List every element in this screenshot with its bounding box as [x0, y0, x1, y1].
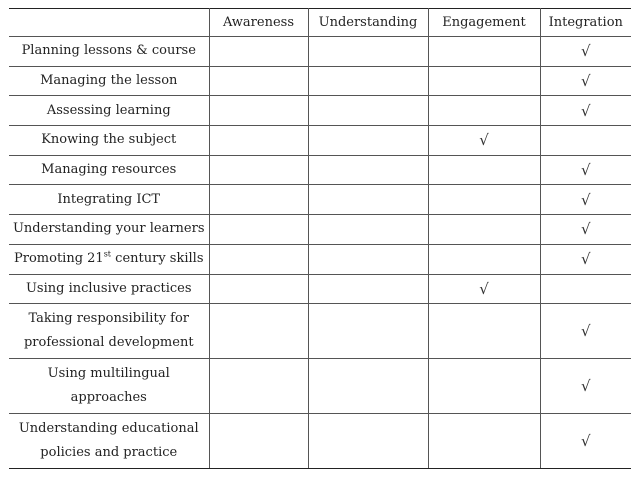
cell-integration: √: [540, 304, 631, 359]
table-row: [9, 126, 631, 156]
cell-integration: √: [540, 244, 631, 274]
table-row: [9, 414, 631, 469]
cell-integration: √: [540, 215, 631, 245]
row-label: Taking responsibility for professional development: [9, 304, 209, 359]
cell-integration: √: [540, 185, 631, 215]
row-label: Knowing the subject: [9, 126, 209, 156]
competency-table-container: [9, 8, 631, 469]
cell-awareness: [209, 126, 308, 156]
cell-engagement: [428, 66, 540, 96]
cell-awareness: [209, 414, 308, 469]
cell-awareness: [209, 274, 308, 304]
cell-understanding: [308, 244, 428, 274]
cell-engagement: [428, 359, 540, 414]
cell-awareness: [209, 304, 308, 359]
row-label: Understanding educational policies and practice: [9, 414, 209, 469]
cell-understanding: [308, 126, 428, 156]
cell-integration: √: [540, 37, 631, 67]
table-row: [9, 215, 631, 245]
table-row: [9, 244, 631, 274]
competency-table: [9, 8, 631, 469]
cell-understanding: [308, 359, 428, 414]
cell-engagement: √: [428, 126, 540, 156]
row-label-superscript: st: [103, 249, 112, 259]
cell-integration: [540, 274, 631, 304]
table-row: [9, 37, 631, 67]
cell-engagement: √: [428, 274, 540, 304]
cell-engagement: [428, 244, 540, 274]
table-row: [9, 304, 631, 359]
cell-understanding: [308, 37, 428, 67]
cell-engagement: [428, 414, 540, 469]
cell-awareness: [209, 244, 308, 274]
cell-engagement: [428, 37, 540, 67]
cell-understanding: [308, 155, 428, 185]
cell-understanding: [308, 96, 428, 126]
cell-awareness: [209, 37, 308, 67]
row-label: Planning lessons & course: [9, 37, 209, 67]
cell-understanding: [308, 185, 428, 215]
table-row: [9, 359, 631, 414]
table-row: [9, 185, 631, 215]
row-label: Using inclusive practices: [9, 274, 209, 304]
row-label: Managing resources: [9, 155, 209, 185]
row-label: Understanding your learners: [9, 215, 209, 245]
row-label: Assessing learning: [9, 96, 209, 126]
cell-integration: √: [540, 359, 631, 414]
cell-engagement: [428, 96, 540, 126]
table-row: [9, 96, 631, 126]
header-cell-integration: Integration: [540, 9, 631, 37]
cell-understanding: [308, 66, 428, 96]
cell-integration: √: [540, 96, 631, 126]
row-label-part: century skills: [111, 251, 204, 267]
cell-understanding: [308, 274, 428, 304]
cell-engagement: [428, 304, 540, 359]
table-row: [9, 66, 631, 96]
header-cell-engagement: Engagement: [428, 9, 540, 37]
header-row: [9, 9, 631, 37]
cell-understanding: [308, 215, 428, 245]
cell-integration: √: [540, 155, 631, 185]
cell-integration: √: [540, 66, 631, 96]
row-label-part: Promoting 21: [14, 251, 104, 267]
cell-understanding: [308, 304, 428, 359]
cell-awareness: [209, 66, 308, 96]
cell-integration: [540, 126, 631, 156]
cell-understanding: [308, 414, 428, 469]
cell-awareness: [209, 96, 308, 126]
cell-engagement: [428, 215, 540, 245]
row-label: Managing the lesson: [9, 66, 209, 96]
cell-awareness: [209, 215, 308, 245]
cell-engagement: [428, 185, 540, 215]
header-cell-empty: [9, 9, 209, 37]
row-label: [9, 244, 209, 274]
cell-awareness: [209, 359, 308, 414]
header-cell-understanding: Understanding: [308, 9, 428, 37]
table-row: [9, 155, 631, 185]
row-label: Using multilingual approaches: [9, 359, 209, 414]
cell-awareness: [209, 155, 308, 185]
cell-awareness: [209, 185, 308, 215]
cell-integration: √: [540, 414, 631, 469]
table-row: [9, 274, 631, 304]
cell-engagement: [428, 155, 540, 185]
header-cell-awareness: Awareness: [209, 9, 308, 37]
row-label: Integrating ICT: [9, 185, 209, 215]
